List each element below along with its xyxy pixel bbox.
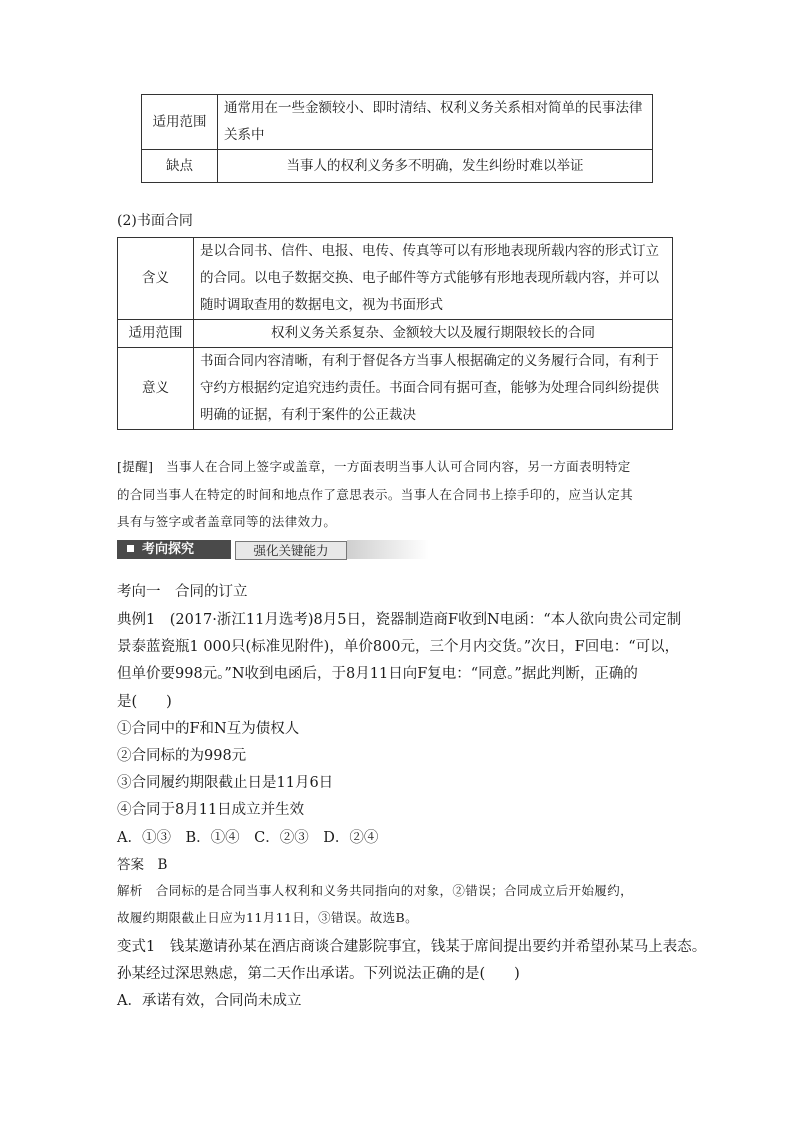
example-line: 但单价要998元。”N收到电函后，于8月11日向F复电：“同意。”据此判断，正确的 bbox=[117, 666, 638, 682]
row-label: 适用范围 bbox=[118, 320, 194, 348]
choices-line: A．①③ B．①④ C．②③ D．②④ bbox=[117, 830, 379, 846]
table-row bbox=[118, 320, 673, 348]
row-content: 通常用在一些金额较小、即时清结、权利义务关系相对简单的民事法律关系中 bbox=[218, 95, 653, 150]
example-line: 是( ) bbox=[117, 694, 172, 710]
variant-line: 变式1 钱某邀请孙某在酒店商谈合建影院事宜，钱某于席间提出要约并希望孙某马上表态。 bbox=[117, 939, 707, 955]
table-oral-contract bbox=[141, 94, 653, 183]
variant-option: A．承诺有效，合同尚未成立 bbox=[117, 993, 302, 1009]
analysis-line: 解析 合同标的是合同当事人权利和义务共同指向的对象，②错误；合同成立后开始履约， bbox=[117, 883, 634, 898]
table-written-contract bbox=[117, 237, 673, 430]
row-content: 权利义务关系复杂、金额较大以及履行期限较长的合同 bbox=[194, 320, 673, 348]
table-row bbox=[142, 95, 653, 150]
row-content: 当事人的权利义务多不明确，发生纠纷时难以举证 bbox=[218, 150, 653, 183]
tip-line: 具有与签字或者盖章同等的法律效力。 bbox=[117, 514, 337, 529]
variant-line: 孙某经过深思熟虑，第二天作出承诺。下列说法正确的是( ) bbox=[117, 966, 520, 982]
row-content: 书面合同内容清晰，有利于督促各方当事人根据确定的义务履行合同，有利于守约方根据约定追究违约责任。书面合同有据可查，能够为处理合同纠纷提供明确的证据，有利于案件的公正裁决 bbox=[194, 348, 673, 430]
banner-light: 强化关键能力 bbox=[235, 541, 347, 560]
table-row bbox=[118, 348, 673, 430]
option-item: ②合同标的为998元 bbox=[117, 748, 247, 764]
row-label: 含义 bbox=[118, 238, 194, 320]
table-row bbox=[142, 150, 653, 183]
tip-line: 的合同当事人在特定的时间和地点作了意思表示。当事人在合同书上捺手印的，应当认定其 bbox=[117, 487, 634, 502]
table-row bbox=[118, 238, 673, 320]
example-line: 景泰蓝瓷瓶1 000只(标准见附件)，单价800元，三个月内交货。”次日，F回电：“可以， bbox=[117, 639, 680, 655]
banner-dark-text: 考向探究 bbox=[142, 542, 195, 557]
banner-dark bbox=[117, 540, 231, 559]
row-label: 意义 bbox=[118, 348, 194, 430]
answer-line: 答案 B bbox=[117, 857, 168, 873]
example-line: 典例1 (2017·浙江11月选考)8月5日，瓷器制造商F收到N电函：“本人欲向贵公司定制 bbox=[117, 612, 682, 628]
row-content: 是以合同书、信件、电报、电传、传真等可以有形地表现所载内容的形式订立的合同。以电子数据交换、电子邮件等方式能够有形地表现所载内容，并可以随时调取查用的数据电文，视为书面形式 bbox=[194, 238, 673, 320]
tip-line: [提醒] 当事人在合同上签字或盖章，一方面表明当事人认可合同内容，另一方面表明特定 bbox=[117, 459, 631, 474]
direction-heading: 考向一 合同的订立 bbox=[117, 584, 248, 600]
section-title-written-contract: (2)书面合同 bbox=[117, 213, 193, 229]
row-label: 缺点 bbox=[142, 150, 218, 183]
option-item: ①合同中的F和N互为债权人 bbox=[117, 721, 300, 737]
option-item: ④合同于8月11日成立并生效 bbox=[117, 802, 305, 818]
section-banner bbox=[117, 540, 429, 559]
row-label: 适用范围 bbox=[142, 95, 218, 150]
analysis-line: 故履约期限截止日应为11月11日，③错误。故选B。 bbox=[117, 910, 418, 925]
option-item: ③合同履约期限截止日是11月6日 bbox=[117, 775, 334, 791]
banner-fade bbox=[347, 540, 429, 559]
square-icon bbox=[127, 545, 134, 552]
